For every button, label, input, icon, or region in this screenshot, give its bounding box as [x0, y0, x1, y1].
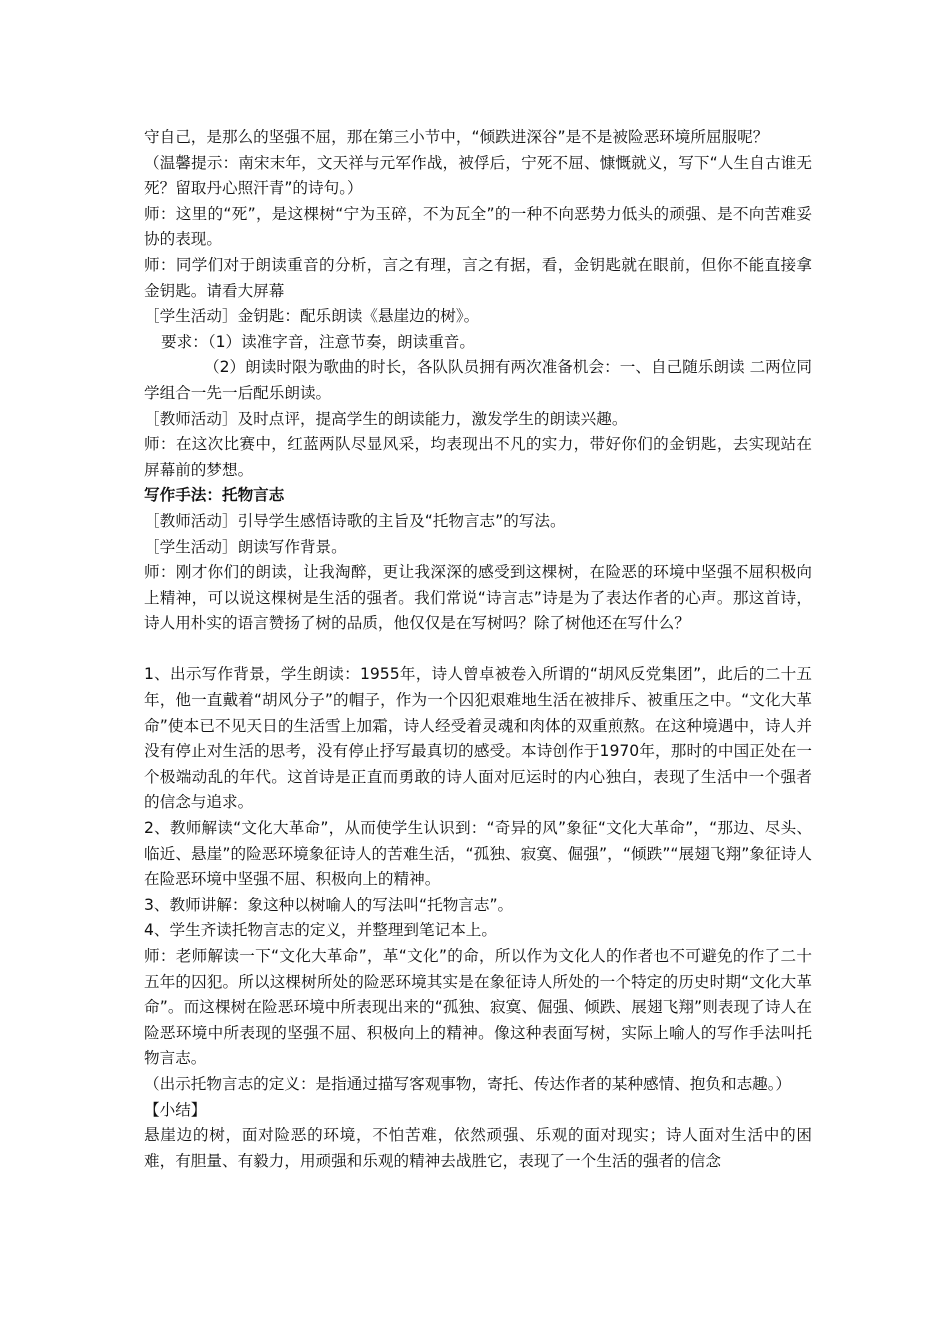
paragraph-requirement-2: （2）朗读时限为歌曲的时长，各队队员拥有两次准备机会：一、自己随乐朗读 二两位同学组合一先一后配乐朗读。	[144, 358, 812, 402]
paragraph-continuation: 守自己，是那么的坚强不屈，那在第三小节中，“倾跌进深谷”是不是被险恶环境所屈服呢？	[144, 128, 769, 146]
paragraph-student-activity-background: ［学生活动］朗读写作背景。	[144, 537, 347, 556]
paragraph-summary: 悬崖边的树，面对险恶的环境，不怕苦难，依然顽强、乐观的面对现实；诗人面对生活中的困难，有胆量、有毅力，用顽强和乐观的精神去战胜它，表现了一个生活的强者的信念	[144, 1126, 812, 1170]
section-heading-writing-technique: 写作手法：托物言志	[144, 486, 285, 505]
paragraph-requirement-1: 要求：（1）读准字音，注意节奏，朗读重音。	[161, 332, 475, 351]
list-item-recitation: 4、学生齐读托物言志的定义，并整理到笔记本上。	[144, 921, 497, 940]
paragraph-teacher-activity-review: ［教师活动］及时点评，提高学生的朗读能力，激发学生的朗读兴趣。	[144, 409, 628, 428]
paragraph-definition-note: （出示托物言志的定义：是指通过描写客观事物，寄托、传达作者的某种感情、抱负和志趣。）	[144, 1074, 792, 1093]
document-page	[144, 125, 812, 1174]
paragraph-teacher-activity-guide: ［教师活动］引导学生感悟诗歌的主旨及“托物言志”的写法。	[144, 511, 566, 530]
paragraph-teacher-death: 师：这里的“死”，是这棵树“宁为玉碎，不为瓦全”的一种不向恶势力低头的顽强、是不向苦难妥协的表现。	[144, 204, 812, 249]
list-item-explanation: 3、教师讲解：象这种以树喻人的写法叫“托物言志”。	[144, 895, 514, 914]
list-item-interpretation: 2、教师解读“文化大革命”，从而使学生认识到：“奇异的风”象征“文化大革命”，“那边、尽头、临近、悬崖”的险恶环境象征诗人的苦难生活，“孤独、寂寞、倔强”，“倾跌”“展翅飞翔”象征诗人在险恶环境中坚强不屈、积极向上的精神。	[144, 819, 812, 889]
section-heading-summary: 【小结】	[144, 1100, 207, 1119]
paragraph-tip-note: （温馨提示：南宋末年，文天祥与元军作战，被俘后，宁死不屈、慷慨就义，写下“人生自古谁无死？留取丹心照汗青”的诗句。）	[144, 153, 812, 198]
paragraph-teacher-golden-key: 师：同学们对于朗读重音的分析，言之有理，言之有据，看，金钥匙就在眼前，但你不能直接拿金钥匙。请看大屏幕	[144, 255, 812, 300]
paragraph-teacher-poem-question: 师：刚才你们的朗读，让我淘醉，更让我深深的感受到这棵树，在险恶的环境中坚强不屈积极向上精神，可以说这棵树是生活的强者。我们常说“诗言志”诗是为了表达作者的心声。那这首诗，诗人用朴实的语言赞扬了树的品质，他仅仅是在写树吗？除了树他还在写什么？	[144, 563, 812, 633]
list-item-background: 1、出示写作背景，学生朗读：1955年，诗人曾卓被卷入所谓的“胡风反党集团”，此后的二十五年，他一直戴着“胡风分子”的帽子，作为一个囚犯艰难地生活在被排斥、被重压之中。“文化大革命”使本已不见天日的生活雪上加霜，诗人经受着灵魂和肉体的双重煎熬。在这种境遇中，诗人并没有停止对生活的思考，没有停止抒写最真切的感受。本诗创作于1970年，那时的中国正处在一个极端动乱的年代。这首诗是正直而勇敢的诗人面对厄运时的内心独白，表现了生活中一个强者的信念与追求。	[144, 665, 812, 812]
blank-line	[144, 637, 812, 663]
paragraph-teacher-cultural-revolution: 师：老师解读一下“文化大革命”，革“文化”的命，所以作为文化人的作者也不可避免的作了二十五年的囚犯。所以这棵树所处的险恶环境其实是在象征诗人所处的一个特定的历史时期“文化大革命”。而这棵树在险恶环境中所表现出来的“孤独、寂寞、倔强、倾跌、展翅飞翔”则表现了诗人在险恶环境中所表现的坚强不屈、积极向上的精神。像这种表面写树，实际上喻人的写作手法叫托物言志。	[144, 947, 812, 1068]
paragraph-student-activity-reading: ［学生活动］金钥匙：配乐朗读《悬崖边的树》。	[144, 307, 480, 326]
paragraph-teacher-competition: 师：在这次比赛中，红蓝两队尽显风采，均表现出不凡的实力，带好你们的金钥匙，去实现站在屏幕前的梦想。	[144, 435, 812, 479]
